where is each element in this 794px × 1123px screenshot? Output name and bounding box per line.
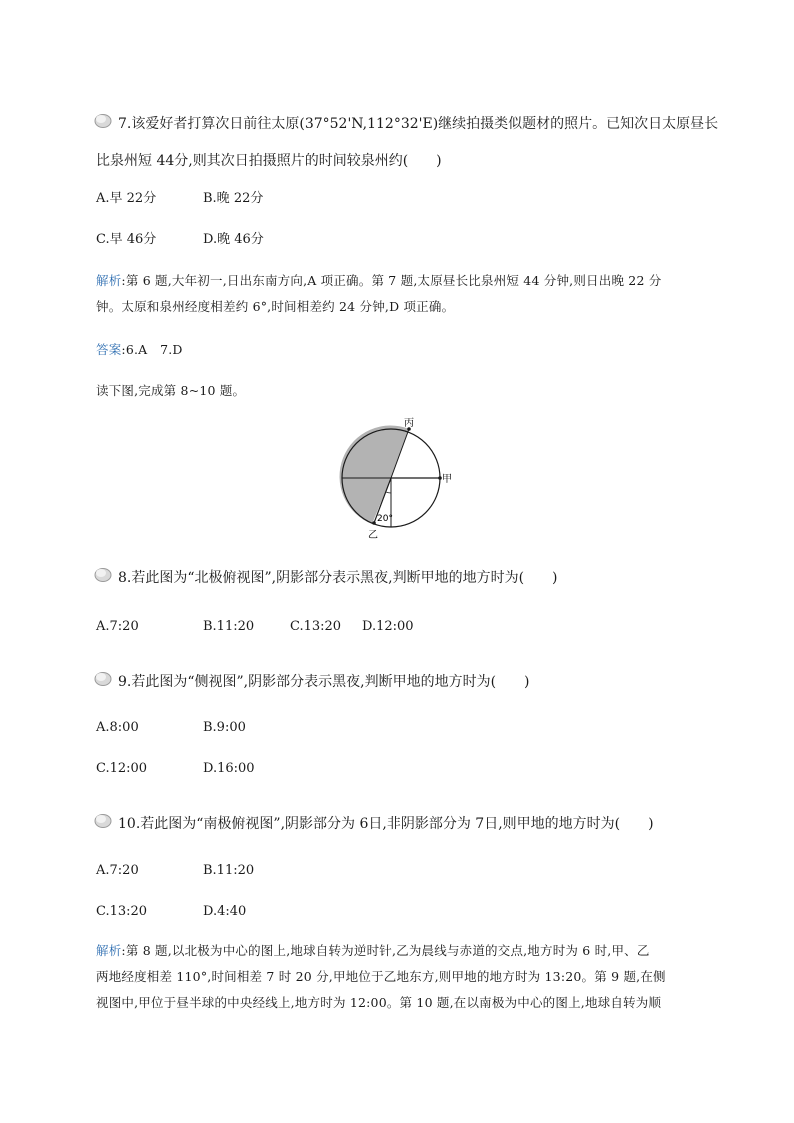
q7-option-a[interactable]: A.早 22分 [96,191,157,206]
answer-label: 答案 [96,342,122,357]
point-yi [372,521,376,525]
q10-option-c[interactable]: C.13:20 [96,904,148,919]
question-7-line-1: 7.该爱好者打算次日前往太原(37°52'N,112°32'E)继续拍摄类似题材的照片。已知次日太原昼长 [118,116,719,132]
solution-line-1: :第 6 题,大年初一,日出东南方向,A 项正确。第 7 题,太原昼长比泉州短 44 分钟,则日出晚 22 分 [121,273,662,288]
q9-option-d[interactable]: D.16:00 [203,761,255,776]
label-yi: 乙 [368,530,378,541]
q7-option-c[interactable]: C.早 46分 [96,232,157,247]
answer-text: :6.A 7.D [121,342,183,357]
solution-label: 解析 [96,273,122,288]
q10-option-d[interactable]: D.4:40 [203,904,247,919]
solution-line-3: 视图中,甲位于昼半球的中央经线上,地方时为 12:00。第 10 题,在以南极为中心的图上,地球自转为顺 [96,995,662,1010]
q8-option-a[interactable]: A.7:20 [96,619,139,634]
solution-label: 解析 [96,943,122,958]
label-bing: 丙 [404,418,414,429]
solution-line-1: :第 8 题,以北极为中心的图上,地球自转为逆时针,乙为晨线与赤道的交点,地方时为 6 时,甲、乙 [121,943,650,958]
bullet-icon [94,812,112,828]
q9-option-c[interactable]: C.12:00 [96,761,148,776]
q10-option-b[interactable]: B.11:20 [203,863,255,878]
night-region [340,426,409,524]
solution-line-2: 两地经度相差 110°,时间相差 7 时 20 分,甲地位于乙地东方,则甲地的地方时为 13:20。第 9 题,在侧 [96,969,666,984]
question-7-line-2: 比泉州短 44分,则其次日拍摄照片的时间较泉州约( ) [96,153,442,169]
angle-arc [386,492,391,493]
bullet-icon [94,566,112,582]
solution-line-2: 钟。太原和泉州经度相差约 6°,时间相差约 24 分钟,D 项正确。 [96,299,455,314]
bullet-icon [94,112,112,128]
bullet-icon [94,670,112,686]
q9-option-b[interactable]: B.9:00 [203,720,246,735]
earth-diagram [330,412,460,542]
q10-option-a[interactable]: A.7:20 [96,863,139,878]
q9-option-a[interactable]: A.8:00 [96,720,139,735]
label-jia: 甲 [442,474,452,485]
angle-label: 20° [377,514,393,524]
q8-option-d[interactable]: D.12:00 [362,619,414,634]
q7-option-b[interactable]: B.晚 22分 [203,191,264,206]
q7-option-d[interactable]: D.晚 46分 [203,232,264,247]
q8-option-b[interactable]: B.11:20 [203,619,255,634]
q8-option-c[interactable]: C.13:20 [290,619,342,634]
